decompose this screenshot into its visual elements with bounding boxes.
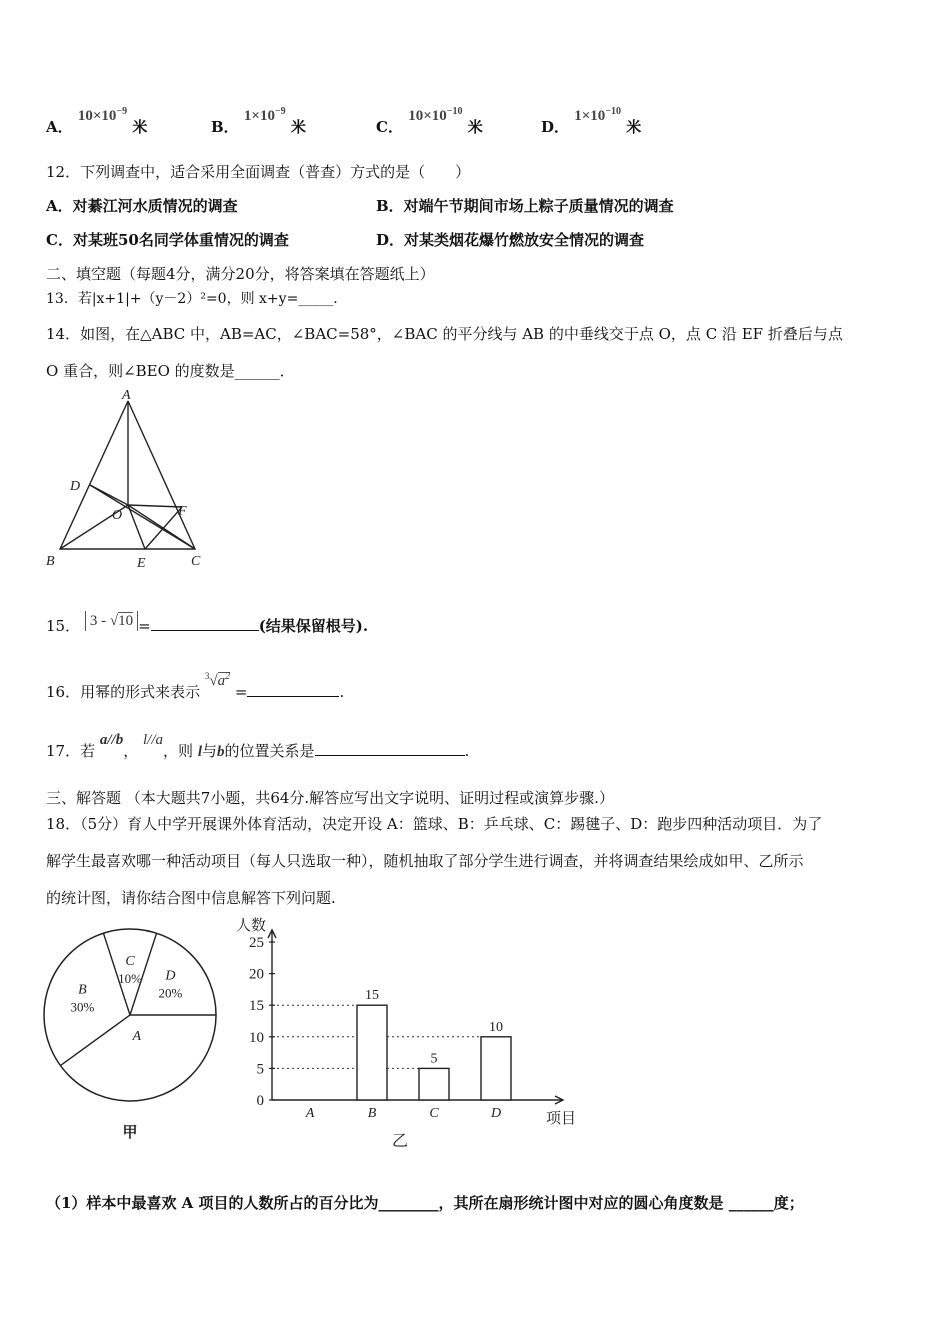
q18-sub-1: （1）样本中最喜欢 A 项目的人数所占的百分比为________，其所在扇形统计图中对应的圆心角度数是 ______度；	[46, 1194, 804, 1212]
q11-a-coef: 10	[77, 108, 93, 124]
label-c: C	[191, 554, 201, 569]
section-3-heading: 三、解答题 （本大题共7小题，共64分.解答应写出文字说明、证明过程或演算步骤.）	[46, 789, 614, 807]
label-d: D	[70, 479, 81, 494]
bar-xlabel: 项目	[546, 1111, 577, 1127]
bar-value-d: 10	[489, 1019, 503, 1035]
bar-ytick-label: 25	[249, 935, 264, 951]
q12-stem: 12．下列调查中，适合采用全面调查（普查）方式的是（ ）	[46, 163, 471, 181]
pie-label-b: B	[78, 982, 87, 998]
q16: 16．用幂的形式来表示 $^3√a^2$ = .	[46, 671, 345, 701]
q11-option-c: C． $10\times 10^{-10}$ 米	[376, 106, 483, 136]
q17: 17．若 a//b， l//a，则 l与b的位置关系是 .	[46, 732, 470, 760]
q14-line-1: 14．如图，在△ABC 中，AB=AC，∠BAC=58°，∠BAC 的平分线与 AB 的中垂线交于点 O，点 C 沿 EF 折叠后与点	[46, 325, 843, 343]
pie-label-d: D	[165, 968, 176, 984]
q18-line-2: 解学生最喜欢哪一种活动项目（每人只选取一种），随机抽取了部分学生进行调查，并将调查结果绘成如甲、乙所示	[46, 852, 804, 870]
q11-option-d: D． $1\times 10^{-10}$ 米	[541, 106, 642, 136]
bar-category-b: B	[367, 1106, 377, 1121]
q16-radical: $^3√a^2$	[204, 671, 231, 689]
pie-percent-d: 20%	[158, 985, 183, 1001]
bar-category-d: D	[490, 1106, 502, 1121]
q15-abs-expression: 3 - √10	[85, 611, 138, 631]
bar-d	[481, 1037, 511, 1100]
q18-line-3: 的统计图，请你结合图中信息解答下列问题.	[46, 889, 336, 907]
q17-answer-blank[interactable]	[315, 741, 465, 756]
bar-chart	[228, 910, 598, 1155]
pie-percent-b: 30%	[70, 999, 95, 1015]
pie-percent-c: 10%	[118, 971, 142, 986]
pie-label-c: C	[125, 954, 135, 969]
q15: 15． 3 - √10 = (结果保留根号).	[46, 613, 369, 635]
pie-label-a: A	[132, 1028, 142, 1044]
segment-oe	[128, 505, 145, 549]
q12-option-c: C．对某班50名同学体重情况的调查	[46, 231, 289, 249]
q16-answer-blank[interactable]	[247, 682, 339, 697]
q15-answer-blank[interactable]	[151, 616, 259, 631]
label-b: B	[46, 554, 55, 569]
triangle-figure	[40, 385, 220, 575]
bar-category-a: A	[305, 1106, 315, 1121]
pie-title: 甲	[122, 1125, 138, 1141]
bar-c	[419, 1068, 449, 1100]
bar-ytick-label: 10	[249, 1029, 264, 1046]
q11-option-a: A． $10\times 10^{-9}$ 米	[46, 106, 148, 136]
bar-b	[357, 1005, 387, 1100]
bar-ytick-label: 0	[256, 1093, 264, 1109]
label-f: F	[178, 504, 187, 519]
bar-value-b: 15	[365, 988, 379, 1004]
label-e: E	[137, 556, 146, 571]
label-o: O	[112, 508, 123, 523]
bar-ytick-label: 5	[256, 1061, 264, 1078]
label-a: A	[122, 388, 131, 403]
bar-ytick-label: 15	[249, 998, 264, 1015]
segment-of	[128, 505, 182, 507]
q12-option-d: D．对某类烟花爆竹燃放安全情况的调查	[376, 231, 645, 249]
q14-line-2: O 重合，则∠BEO 的度数是______．	[46, 362, 295, 380]
bar-title: 乙	[391, 1133, 409, 1150]
q13: 13．若|x+1|+（y－2）²=0，则 x+y=_____．	[46, 291, 348, 307]
bar-category-c: C	[429, 1106, 439, 1121]
bar-value-c: 5	[430, 1051, 438, 1067]
section-2-heading: 二、填空题（每题4分，满分20分，将答案填在答题纸上）	[46, 265, 435, 283]
bar-ylabel: 人数	[236, 918, 267, 934]
q12-option-b: B．对端午节期间市场上粽子质量情况的调查	[376, 197, 674, 215]
q11-option-b: B． $1\times 10^{-9}$ 米	[211, 106, 306, 136]
q18-line-1: 18．（5分）育人中学开展课外体育活动，决定开设 A：篮球、B：乒乓球、C：踢毽子、D：跑步四种活动项目．为了	[46, 815, 823, 833]
pie-chart	[40, 925, 230, 1150]
pie-radius-b	[60, 1015, 130, 1066]
q12-option-a: A．对綦江河水质情况的调查	[46, 197, 238, 215]
bar-ytick-label: 20	[249, 966, 264, 983]
